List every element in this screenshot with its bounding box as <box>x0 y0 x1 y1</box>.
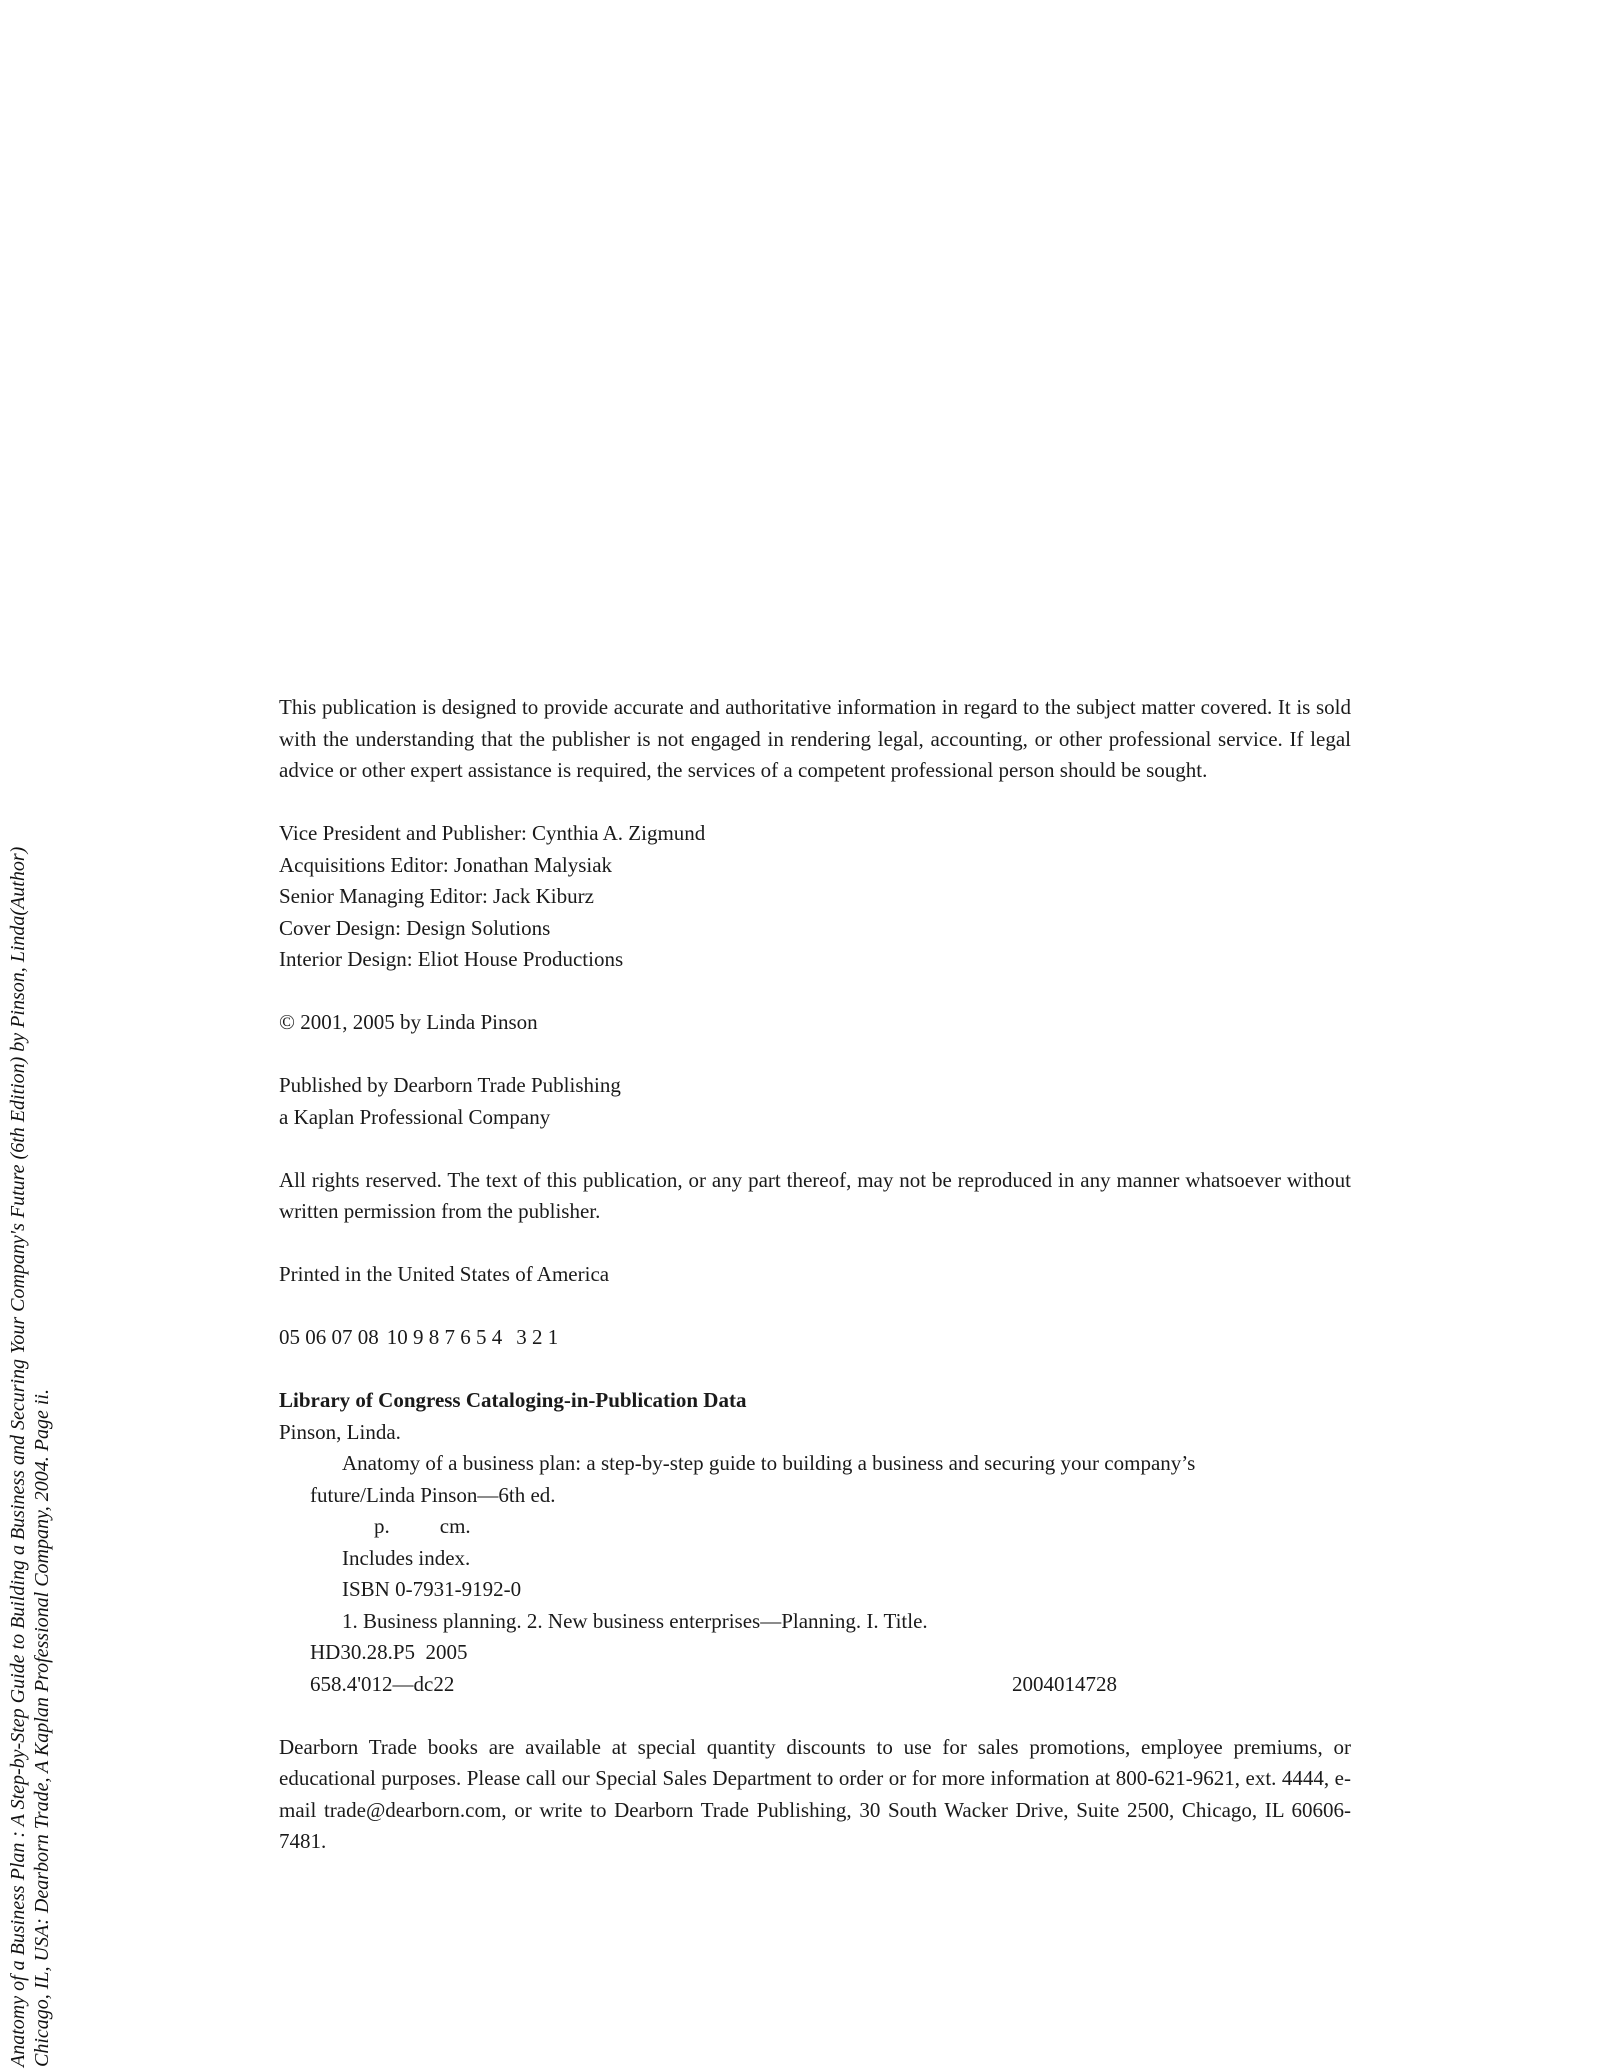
cip-dewey: 658.4'012—dc22 <box>310 1671 455 1696</box>
citation-line-1: Anatomy of a Business Plan : A Step-by-Step Guide to Building a Business and Securing Your Company's Future (6th Edition) by Pinson, Linda(Author) <box>7 846 29 2067</box>
side-citation <box>0 741 80 2071</box>
cip-size: cm. <box>439 1514 471 1538</box>
credit-publisher: Vice President and Publisher: Cynthia A. Zigmund <box>279 821 706 845</box>
copyright-line: © 2001, 2005 by Linda Pinson <box>279 1010 538 1034</box>
cip-index-note: Includes index. <box>342 1545 471 1570</box>
cip-subjects: 1. Business planning. 2. New business enterprises—Planning. I. Title. <box>342 1608 928 1633</box>
sales-paragraph: Dearborn Trade books are available at special quantity discounts to use for sales promotions, employee premiums, or educational purposes. Please call our Special Sales Department to order or for more information at 800-621-9621, ext. 4444, e-mail trade@dearborn.com, or write to Dearborn Trade Publishing, 30 South Wacker Drive, Suite 2500, Chicago, IL 60606-7481. <box>279 1734 1351 1853</box>
printed-notice <box>279 1259 1351 1291</box>
cip-pages: p. <box>374 1514 390 1538</box>
cip-lccn: 2004014728 <box>1012 1671 1117 1696</box>
cip-lc-class: HD30.28.P5 2005 <box>310 1640 468 1664</box>
cip-isbn: ISBN 0-7931-9192-0 <box>342 1577 522 1601</box>
cip-dewey-row <box>279 1669 1351 1701</box>
cip-title-line-1: Anatomy of a business plan: a step-by-step guide to building a business and securing your company’s <box>342 1451 1196 1475</box>
publisher-line-2: a Kaplan Professional Company <box>279 1104 551 1129</box>
printed-line: Printed in the United States of America <box>279 1262 610 1286</box>
cip-title-line-2: future/Linda Pinson—6th ed. <box>310 1482 556 1507</box>
cip-physical-description <box>279 1511 1351 1543</box>
credits-list <box>279 818 1351 976</box>
cip-heading: Library of Congress Cataloging-in-Publication Data <box>279 1388 747 1412</box>
copyright-notice <box>279 1007 1351 1039</box>
copyright-page-content <box>279 692 1351 1858</box>
cip-block <box>279 1385 1351 1700</box>
credit-acquisitions-editor: Acquisitions Editor: Jonathan Malysiak <box>279 852 613 877</box>
print-line-tail: 3 2 1 <box>516 1325 559 1349</box>
cip-author: Pinson, Linda. <box>279 1419 401 1444</box>
citation-line-2: Chicago, IL, USA: Dearborn Trade, A Kaplan Professional Company, 2004. Page ii. <box>31 1389 53 2067</box>
print-line-numbers: 10 9 8 7 6 5 4 <box>386 1325 503 1349</box>
print-line <box>279 1322 1351 1354</box>
credit-interior-design: Interior Design: Eliot House Productions <box>279 947 624 971</box>
print-line-years: 05 06 07 08 <box>279 1325 379 1349</box>
credit-managing-editor: Senior Managing Editor: Jack Kiburz <box>279 884 594 908</box>
publisher-line-1: Published by Dearborn Trade Publishing <box>279 1073 621 1097</box>
publisher-block <box>279 1070 1351 1133</box>
credit-cover-design: Cover Design: Design Solutions <box>279 915 551 940</box>
rights-paragraph: All rights reserved. The text of this publication, or any part thereof, may not be reproduced in any manner whatsoever without written permission from the publisher. <box>279 1167 1351 1223</box>
disclaimer-paragraph: This publication is designed to provide accurate and authoritative information in regard to the subject matter covered. It is sold with the understanding that the publisher is not engaged in rendering legal, accounting, or other professional service. If legal advice or other expert assistance is required, the services of a competent professional person should be sought. <box>279 695 1351 782</box>
